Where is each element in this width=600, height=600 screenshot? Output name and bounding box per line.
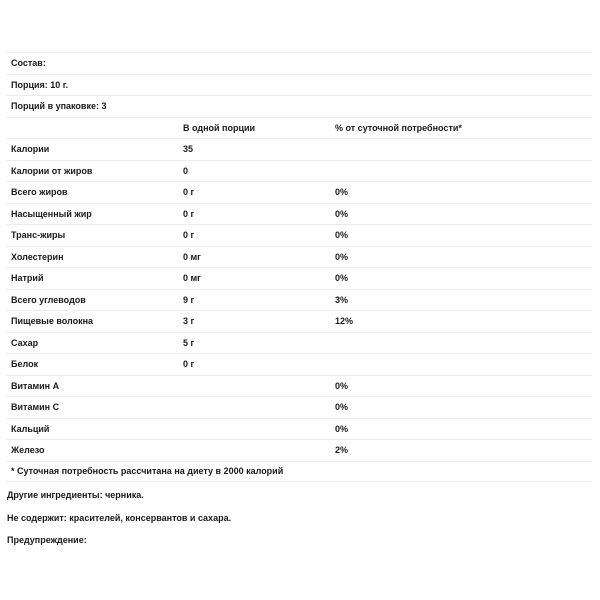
nutrient-name: Кальций — [11, 423, 50, 434]
nutrient-amount: 35 — [183, 144, 194, 155]
nutrient-name: Пищевые волокна — [11, 316, 94, 327]
nutrient-name: Всего углеводов — [11, 294, 86, 305]
servings-per-container-row — [7, 95, 592, 117]
nutrient-daily-value: 0% — [335, 380, 349, 391]
nutrient-amount: 0 г — [183, 187, 195, 198]
composition-row — [7, 52, 592, 74]
nutrient-daily-value: 12% — [335, 316, 354, 327]
serving-size-label: Порция: 10 г. — [11, 79, 69, 90]
nutrition-table — [7, 52, 592, 482]
nutrient-row — [7, 353, 592, 375]
nutrient-daily-value: 0% — [335, 187, 349, 198]
warning-label: Предупреждение: — [7, 535, 87, 545]
other-ingredients: Другие ингредиенты: черника. — [7, 490, 144, 500]
nutrient-daily-value: 0% — [335, 423, 349, 434]
nutrient-amount: 3 г — [183, 316, 195, 327]
column-header-row — [7, 117, 592, 139]
servings-per-container-label: Порций в упаковке: 3 — [11, 101, 107, 112]
nutrient-row — [7, 332, 592, 354]
nutrient-row — [7, 439, 592, 461]
nutrient-name: Железо — [11, 445, 45, 456]
nutrient-name: Витамин С — [11, 402, 60, 413]
nutrient-daily-value: 0% — [335, 208, 349, 219]
nutrient-row — [7, 181, 592, 203]
nutrient-name: Сахар — [11, 337, 39, 348]
nutrient-name: Насыщенный жир — [11, 208, 92, 219]
nutrient-amount: 0 г — [183, 230, 195, 241]
nutrient-row — [7, 160, 592, 182]
nutrient-amount: 0 г — [183, 208, 195, 219]
nutrient-name: Всего жиров — [11, 187, 68, 198]
nutrient-name: Натрий — [11, 273, 44, 284]
nutrient-daily-value: 0% — [335, 251, 349, 262]
nutrient-name: Калории от жиров — [11, 165, 93, 176]
footnote-row — [7, 461, 592, 483]
nutrient-amount: 0 мг — [183, 273, 201, 284]
nutrient-name: Транс-жиры — [11, 230, 66, 241]
nutrient-row — [7, 267, 592, 289]
nutrient-row — [7, 310, 592, 332]
composition-label: Состав: — [11, 58, 46, 69]
column-header-per-serving: В одной порции — [183, 122, 256, 133]
daily-value-footnote: * Суточная потребность рассчитана на диету в 2000 калорий — [11, 466, 284, 477]
nutrient-daily-value: 2% — [335, 445, 349, 456]
nutrient-daily-value: 0% — [335, 402, 349, 413]
nutrient-amount: 0 мг — [183, 251, 201, 262]
nutrient-daily-value: 0% — [335, 273, 349, 284]
nutrient-name: Калории — [11, 144, 50, 155]
nutrient-daily-value: 0% — [335, 230, 349, 241]
nutrient-row — [7, 396, 592, 418]
nutrient-row — [7, 289, 592, 311]
does-not-contain: Не содержит: красителей, консервантов и сахара. — [7, 513, 232, 523]
nutrient-name: Белок — [11, 359, 39, 370]
column-header-daily-value: % от суточной потребности* — [335, 122, 462, 133]
nutrient-row — [7, 418, 592, 440]
nutrient-row — [7, 224, 592, 246]
nutrient-name: Витамин А — [11, 380, 60, 391]
nutrient-amount: 5 г — [183, 337, 195, 348]
nutrient-row — [7, 138, 592, 160]
serving-size-row — [7, 74, 592, 96]
nutrient-amount: 9 г — [183, 294, 195, 305]
nutrient-name: Холестерин — [11, 251, 64, 262]
nutrient-row — [7, 375, 592, 397]
nutrient-row — [7, 246, 592, 268]
nutrient-row — [7, 203, 592, 225]
nutrient-daily-value: 3% — [335, 294, 349, 305]
nutrient-amount: 0 г — [183, 359, 195, 370]
nutrient-amount: 0 — [183, 165, 189, 176]
